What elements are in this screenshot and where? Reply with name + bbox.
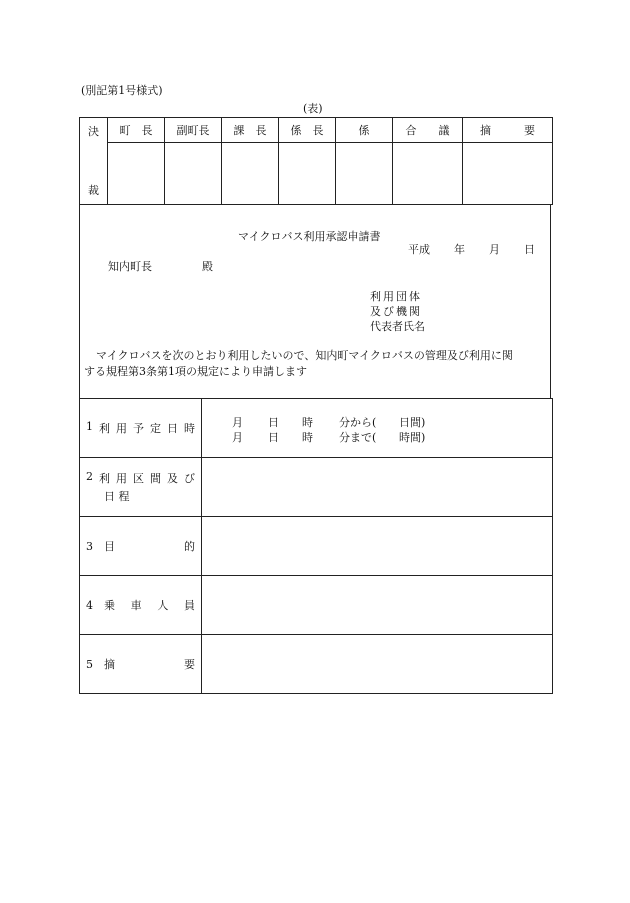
label-char: 区 (133, 472, 144, 485)
column-header-remarks: 摘 要 (463, 118, 553, 143)
honorific: 殿 (202, 260, 213, 273)
details-row-route (80, 458, 553, 517)
seal-box-mayor[interactable] (108, 143, 165, 205)
row-number: 4 (86, 599, 93, 612)
end-minute-until: 分まで( (339, 431, 377, 444)
kessai-top-char: 決 (88, 125, 99, 138)
start-hour: 時 (302, 416, 313, 429)
label-char: 予 (133, 422, 144, 435)
label-char: 定 (150, 422, 161, 435)
date-day-field[interactable]: 日 (524, 243, 535, 256)
label-char: 利 (99, 472, 110, 485)
date-month-field[interactable]: 月 (489, 243, 500, 256)
label-char: 時 (184, 422, 195, 435)
passengers-field[interactable] (202, 576, 553, 635)
label-char: 的 (184, 540, 195, 553)
duration-days: 日間) (399, 416, 426, 429)
end-month: 月 (232, 431, 243, 444)
date-year-field[interactable]: 年 (454, 243, 465, 256)
organization-label-line1: 利用団体 (370, 290, 422, 303)
label-char: 間 (150, 472, 161, 485)
label-char: 日 (167, 422, 178, 435)
row-number: 5 (86, 658, 93, 671)
column-header-section-chief: 課 長 (222, 118, 279, 143)
label-char: 用 (116, 422, 127, 435)
form-number-label: (別記第1号様式) (81, 84, 163, 97)
label-char: 用 (116, 472, 127, 485)
label-passengers (80, 576, 202, 635)
label-char: 摘 (104, 658, 115, 671)
row-number: 3 (86, 540, 93, 553)
label-route-and-itinerary (80, 458, 202, 517)
start-month: 月 (232, 416, 243, 429)
route-field[interactable] (202, 458, 553, 517)
approval-table (79, 117, 553, 205)
label-char: 及 (167, 472, 178, 485)
organization-label-line2: 及び機関 (370, 305, 422, 318)
start-minute-from: 分から( (339, 416, 377, 429)
details-row-remarks (80, 635, 553, 694)
purpose-field[interactable] (202, 517, 553, 576)
label-char: び (184, 472, 195, 485)
label-itinerary: 日 程 (104, 490, 130, 503)
label-char: 利 (99, 422, 110, 435)
seal-box-section-chief[interactable] (222, 143, 279, 205)
label-char: 目 (104, 540, 115, 553)
application-body-line1: マイクロバスを次のとおり利用したいので、知内町マイクロバスの管理及び利用に関 (96, 349, 513, 362)
label-char: 員 (183, 599, 195, 612)
details-row-purpose (80, 517, 553, 576)
seal-box-deputy-mayor[interactable] (165, 143, 222, 205)
addressee: 知内町長 (108, 260, 152, 273)
seal-box-subsection-chief[interactable] (279, 143, 336, 205)
seal-box-consultation[interactable] (393, 143, 463, 205)
column-header-mayor: 町 長 (108, 118, 165, 143)
end-day: 日 (268, 431, 279, 444)
details-row-schedule (80, 399, 553, 458)
planned-datetime-field[interactable] (202, 399, 553, 458)
representative-name-label: 代表者氏名 (370, 320, 425, 333)
remarks-field[interactable] (202, 635, 553, 694)
start-day: 日 (268, 416, 279, 429)
kessai-bottom-char: 裁 (88, 184, 99, 197)
details-row-passengers (80, 576, 553, 635)
column-header-staff: 係 (336, 118, 393, 143)
front-side-label: (表) (303, 102, 323, 115)
date-era: 平成 (408, 243, 430, 256)
label-planned-datetime (80, 399, 202, 458)
details-table (79, 398, 553, 694)
label-char: 人 (157, 599, 169, 612)
application-body-line2: する規程第3条第1項の規定により申請します (84, 365, 307, 378)
label-char: 要 (184, 658, 195, 671)
application-title: マイクロバス利用承認申請書 (238, 230, 381, 243)
end-hour: 時 (302, 431, 313, 444)
seal-box-remarks[interactable] (463, 143, 553, 205)
column-header-deputy-mayor: 副町長 (165, 118, 222, 143)
row-number: 2 (86, 470, 93, 483)
column-header-consultation: 合 議 (393, 118, 463, 143)
column-header-subsection-chief: 係 長 (279, 118, 336, 143)
label-remarks (80, 635, 202, 694)
row-number: 1 (86, 420, 93, 433)
label-char: 車 (130, 599, 142, 612)
seal-box-staff[interactable] (336, 143, 393, 205)
kessai-cell (80, 118, 108, 205)
duration-hours: 時間) (399, 431, 426, 444)
label-purpose (80, 517, 202, 576)
label-char: 乗 (104, 599, 115, 612)
